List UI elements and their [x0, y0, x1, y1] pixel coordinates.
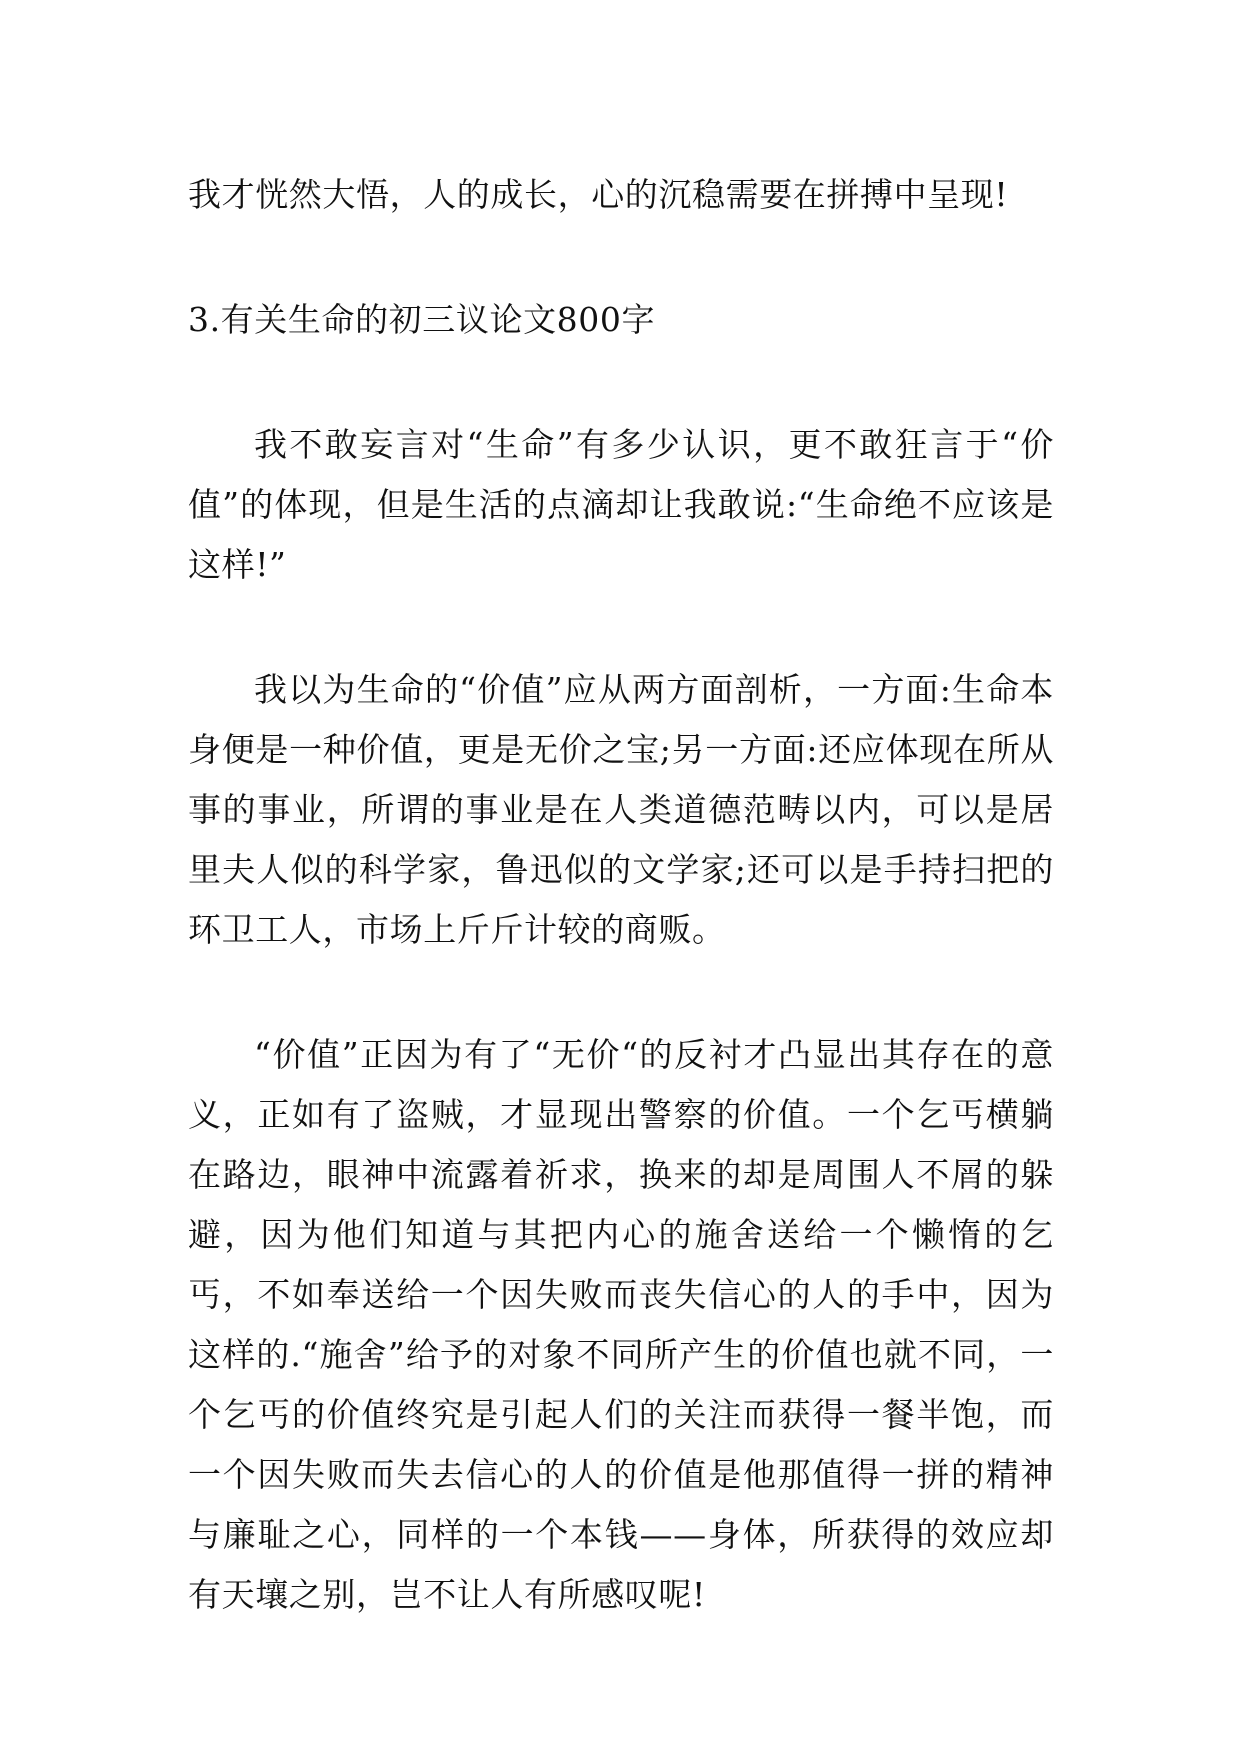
- continuation-line: 我才恍然大悟，人的成长，心的沉稳需要在拼搏中呈现!: [188, 175, 1009, 214]
- paragraph-1: 我不敢妄言对“生命”有多少认识，更不敢狂言于“价值”的体现，但是生活的点滴却让我敢说:“生命绝不应该是这样!”: [188, 425, 1054, 584]
- paragraph-2: 我以为生命的“价值”应从两方面剖析，一方面:生命本身便是一种价值，更是无价之宝;另一方面:还应体现在所从事的事业，所谓的事业是在人类道德范畴以内，可以是居里夫人似的科学家，鲁迅似的文学家;还可以是手持扫把的环卫工人，市场上斤斤计较的商贩。: [188, 670, 1054, 949]
- document-body: [188, 165, 1054, 1625]
- section-heading: 3.有关生命的初三议论文800字: [188, 300, 656, 339]
- paragraph-3: “价值”正因为有了“无价“的反衬才凸显出其存在的意义，正如有了盗贼，才显现出警察的价值。一个乞丐横躺在路边，眼神中流露着祈求，换来的却是周围人不屑的躲避，因为他们知道与其把内心的施舍送给一个懒惰的乞丐，不如奉送给一个因失败而丧失信心的人的手中，因为这样的.“施舍”给予的对象不同所产生的价值也就不同，一个乞丐的价值终究是引起人们的关注而获得一餐半饱，而一个因失败而失去信心的人的价值是他那值得一拼的精神与廉耻之心，同样的一个本钱——身体，所获得的效应却有天壤之别，岂不让人有所感叹呢!: [188, 1035, 1054, 1614]
